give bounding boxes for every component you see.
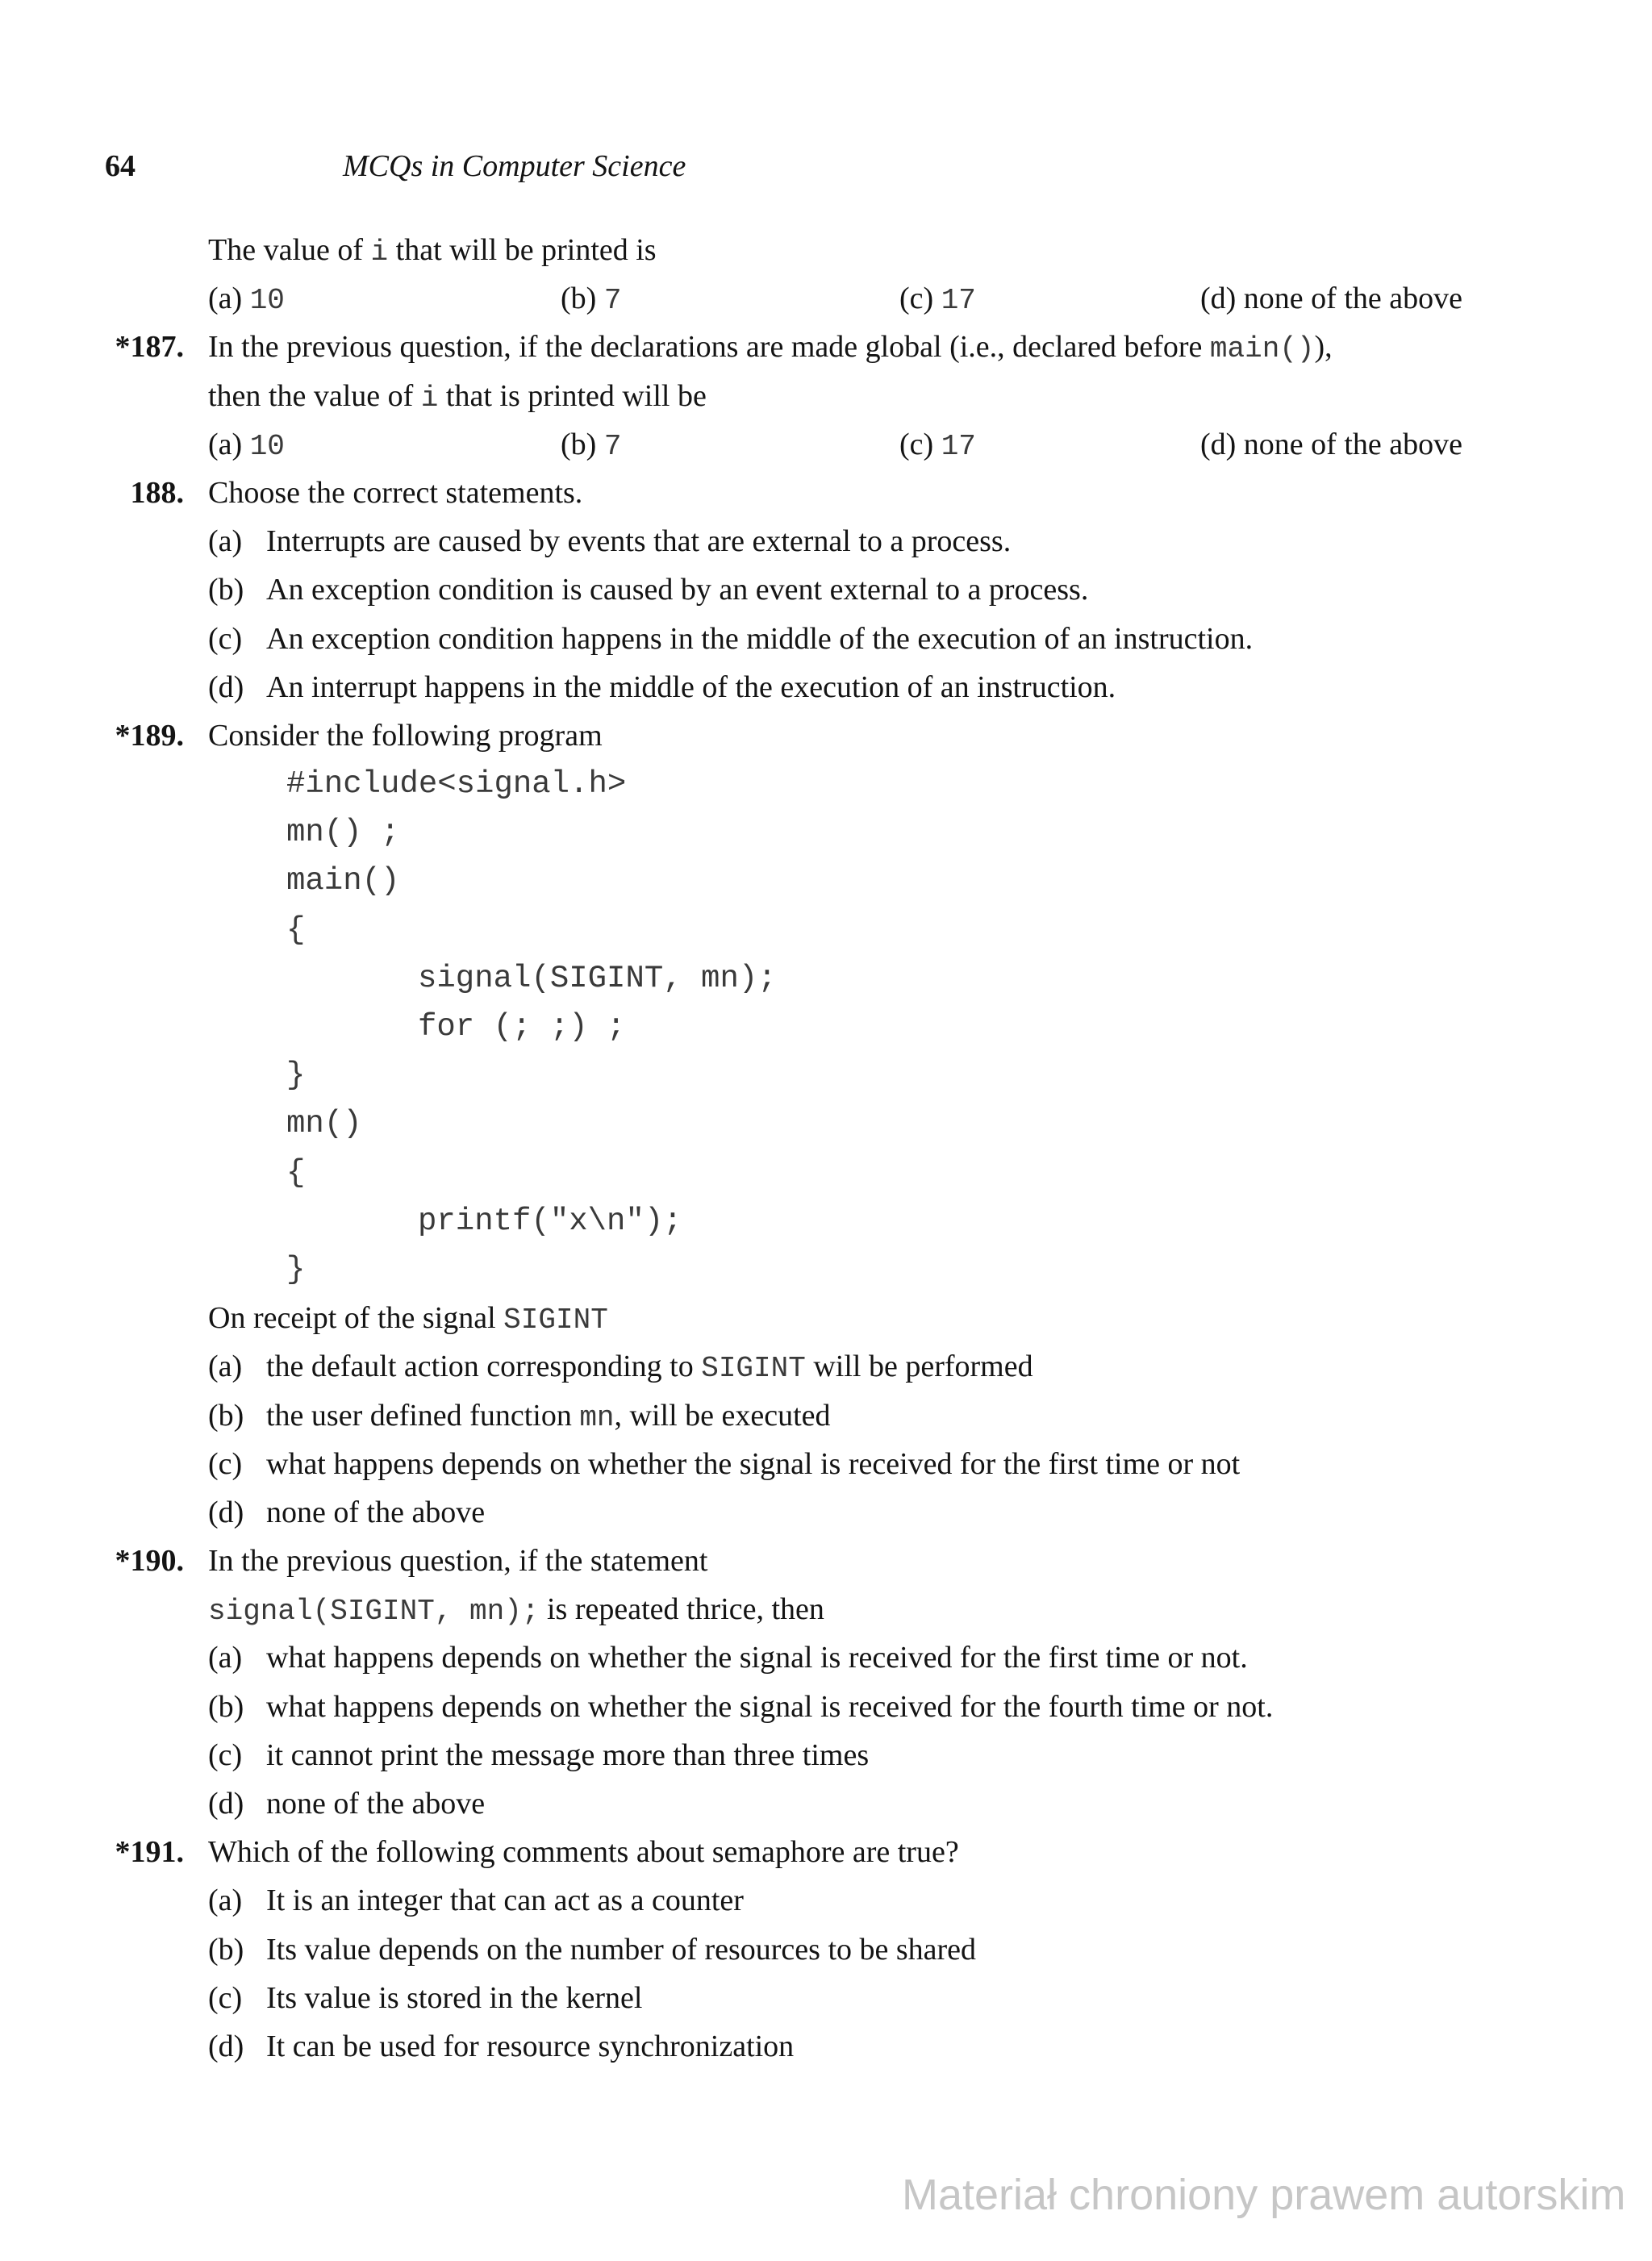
- code-line: [0, 1051, 1652, 1099]
- answer-option: [208, 420, 285, 471]
- option-label: (d): [208, 1787, 244, 1821]
- text-run: Its value is stored in the kernel: [266, 1980, 643, 2015]
- text-run: (c): [899, 427, 941, 461]
- option-line: [0, 1925, 1652, 1974]
- text-run: An interrupt happens in the middle of the execution of an instruction.: [266, 670, 1116, 704]
- option-label: (b): [208, 573, 244, 607]
- option-text: [208, 1683, 1273, 1731]
- answer-option: [1200, 274, 1462, 323]
- text-run: (d) none of the above: [1200, 427, 1462, 461]
- question-text: [208, 711, 603, 760]
- text-run: what happens depends on whether the signal is received for the first time or not.: [266, 1641, 1248, 1675]
- option-label: (a): [208, 1883, 243, 1918]
- option-text: [208, 1440, 1240, 1488]
- text-line: [0, 1585, 1652, 1633]
- text-run: the default action corresponding to: [266, 1350, 702, 1384]
- code-text: #include<signal.h>: [286, 766, 627, 803]
- option-text: [208, 615, 1253, 663]
- text-run: On receipt of the signal: [208, 1301, 504, 1336]
- option-text: [208, 565, 1088, 614]
- code-inline: SIGINT: [701, 1352, 806, 1386]
- option-text: [208, 1633, 1248, 1682]
- code-line: [0, 808, 1652, 857]
- code-inline: signal(SIGINT, mn);: [208, 1595, 540, 1629]
- code-line: [0, 760, 1652, 808]
- text-run: (c): [899, 282, 941, 316]
- text-run: will be performed: [805, 1350, 1033, 1384]
- question-text: [208, 1294, 608, 1345]
- option-label: (b): [208, 1932, 244, 1967]
- text-run: the user defined function: [266, 1398, 580, 1433]
- book-title: MCQs in Computer Science: [343, 149, 686, 183]
- page-number: 64: [105, 149, 136, 183]
- question-number: *187.: [115, 330, 184, 365]
- option-label: (c): [208, 1737, 243, 1772]
- copyright-watermark: Materiał chroniony prawem autorskim: [902, 2171, 1626, 2219]
- option-line: [0, 1440, 1652, 1488]
- text-run: what happens depends on whether the signal is received for the first time or not: [266, 1446, 1241, 1481]
- code-text: printf("x\n");: [418, 1203, 682, 1239]
- code-text: signal(SIGINT, mn);: [418, 960, 777, 996]
- text-run: (b): [561, 427, 604, 461]
- option-label: (c): [208, 1446, 243, 1481]
- answer-option: [208, 274, 285, 325]
- code-text: mn(): [286, 1106, 362, 1142]
- question-number: 188.: [130, 475, 184, 510]
- text-run: Which of the following comments about semaphore are true?: [208, 1835, 959, 1870]
- page-header: [105, 148, 686, 184]
- code-inline: 7: [603, 429, 622, 463]
- option-line: [0, 1779, 1652, 1828]
- text-run: Interrupts are caused by events that are external to a process.: [266, 524, 1012, 559]
- option-text: [208, 1925, 976, 1974]
- question-text: [208, 469, 582, 517]
- option-line: [0, 420, 1652, 469]
- text-run: none of the above: [266, 1495, 486, 1529]
- text-run: It can be used for resource synchronization: [266, 2029, 795, 2063]
- option-line: [0, 1683, 1652, 1731]
- code-line: [0, 857, 1652, 905]
- text-line: [0, 1294, 1652, 1342]
- question-text: [208, 1537, 707, 1585]
- option-text: [208, 1779, 485, 1828]
- option-line: [0, 1876, 1652, 1925]
- text-line: [0, 323, 1652, 371]
- text-run: An exception condition happens in the middle of the execution of an instruction.: [266, 621, 1254, 656]
- text-run: (b): [561, 282, 604, 316]
- text-run: In the previous question, if the statement: [208, 1544, 708, 1579]
- text-run: that is printed will be: [438, 378, 707, 413]
- option-label: (a): [208, 524, 243, 559]
- option-text: [208, 663, 1116, 711]
- code-inline: 7: [603, 284, 622, 318]
- code-text: main(): [286, 863, 400, 899]
- text-line: [0, 1828, 1652, 1876]
- option-line: [0, 1633, 1652, 1682]
- answer-option: [899, 420, 976, 471]
- option-line: [0, 1488, 1652, 1537]
- question-text: [208, 1585, 824, 1636]
- option-line: [0, 1974, 1652, 2022]
- code-text: for (; ;) ;: [418, 1009, 626, 1045]
- answer-option: [561, 274, 621, 325]
- option-text: [208, 1342, 1033, 1393]
- text-run: Its value depends on the number of resources to be shared: [266, 1932, 977, 1967]
- questions-content: [0, 226, 1652, 2071]
- option-text: [208, 1488, 485, 1537]
- code-line: [0, 1197, 1652, 1245]
- option-line: [0, 1731, 1652, 1779]
- text-line: [0, 469, 1652, 517]
- code-text: {: [286, 1154, 306, 1191]
- text-run: (a): [208, 427, 250, 461]
- option-text: [208, 1876, 744, 1925]
- option-label: (a): [208, 1350, 243, 1384]
- question-text: [208, 226, 657, 277]
- text-run: Choose the correct statements.: [208, 475, 583, 510]
- answer-option: [899, 274, 976, 325]
- question-number: *191.: [115, 1835, 184, 1870]
- option-line: [0, 663, 1652, 711]
- code-inline: mn: [579, 1400, 615, 1434]
- text-line: [0, 226, 1652, 274]
- text-run: In the previous question, if the declarations are made global (i.e., declared before: [208, 330, 1210, 365]
- text-line: [0, 711, 1652, 760]
- text-run: ),: [1314, 330, 1333, 365]
- code-line: [0, 1245, 1652, 1294]
- code-line: [0, 954, 1652, 1003]
- answer-option: [561, 420, 621, 471]
- code-inline: main(): [1209, 332, 1315, 366]
- text-run: it cannot print the message more than three times: [266, 1737, 870, 1772]
- question-text: [208, 372, 707, 423]
- text-run: that will be printed is: [388, 233, 657, 267]
- option-label: (c): [208, 621, 243, 656]
- code-text: }: [286, 1057, 306, 1094]
- question-number: *190.: [115, 1544, 184, 1579]
- option-label: (a): [208, 1641, 243, 1675]
- code-line: [0, 1149, 1652, 1197]
- code-inline: 17: [941, 429, 976, 463]
- text-run: The value of: [208, 233, 371, 267]
- code-line: [0, 1099, 1652, 1148]
- option-text: [208, 1391, 831, 1442]
- text-run: none of the above: [266, 1787, 486, 1821]
- option-label: (c): [208, 1980, 243, 2015]
- code-line: [0, 1003, 1652, 1051]
- option-line: [0, 517, 1652, 565]
- text-line: [0, 1537, 1652, 1585]
- option-label: (b): [208, 1398, 244, 1433]
- option-label: (d): [208, 670, 244, 704]
- code-inline: 17: [941, 284, 976, 318]
- option-label: (d): [208, 1495, 244, 1529]
- code-line: [0, 906, 1652, 954]
- code-inline: 10: [249, 429, 285, 463]
- code-inline: 10: [249, 284, 285, 318]
- option-text: [208, 517, 1011, 565]
- option-label: (d): [208, 2029, 244, 2063]
- code-inline: i: [420, 381, 439, 415]
- option-text: [208, 1974, 642, 2022]
- option-line: [0, 1342, 1652, 1391]
- option-label: (b): [208, 1689, 244, 1724]
- option-line: [0, 615, 1652, 663]
- question-number: *189.: [115, 718, 184, 753]
- text-line: [0, 372, 1652, 420]
- option-line: [0, 2022, 1652, 2071]
- question-text: [208, 323, 1333, 373]
- text-run: An exception condition is caused by an event external to a process.: [266, 573, 1089, 607]
- text-run: what happens depends on whether the signal is received for the fourth time or not.: [266, 1689, 1274, 1724]
- text-run: , will be executed: [614, 1398, 831, 1433]
- code-text: {: [286, 911, 306, 948]
- code-text: mn() ;: [286, 815, 400, 851]
- option-line: [0, 274, 1652, 323]
- text-run: is repeated thrice, then: [539, 1592, 824, 1627]
- option-text: [208, 2022, 794, 2071]
- text-run: Consider the following program: [208, 718, 603, 753]
- option-text: [208, 1731, 869, 1779]
- text-run: It is an integer that can act as a counter: [266, 1883, 744, 1918]
- code-inline: i: [370, 236, 389, 269]
- text-run: (d) none of the above: [1200, 282, 1462, 316]
- option-line: [0, 1391, 1652, 1440]
- code-inline: SIGINT: [503, 1304, 608, 1337]
- question-text: [208, 1828, 959, 1876]
- text-run: (a): [208, 282, 250, 316]
- option-line: [0, 565, 1652, 614]
- code-text: }: [286, 1251, 306, 1287]
- text-run: then the value of: [208, 378, 421, 413]
- answer-option: [1200, 420, 1462, 469]
